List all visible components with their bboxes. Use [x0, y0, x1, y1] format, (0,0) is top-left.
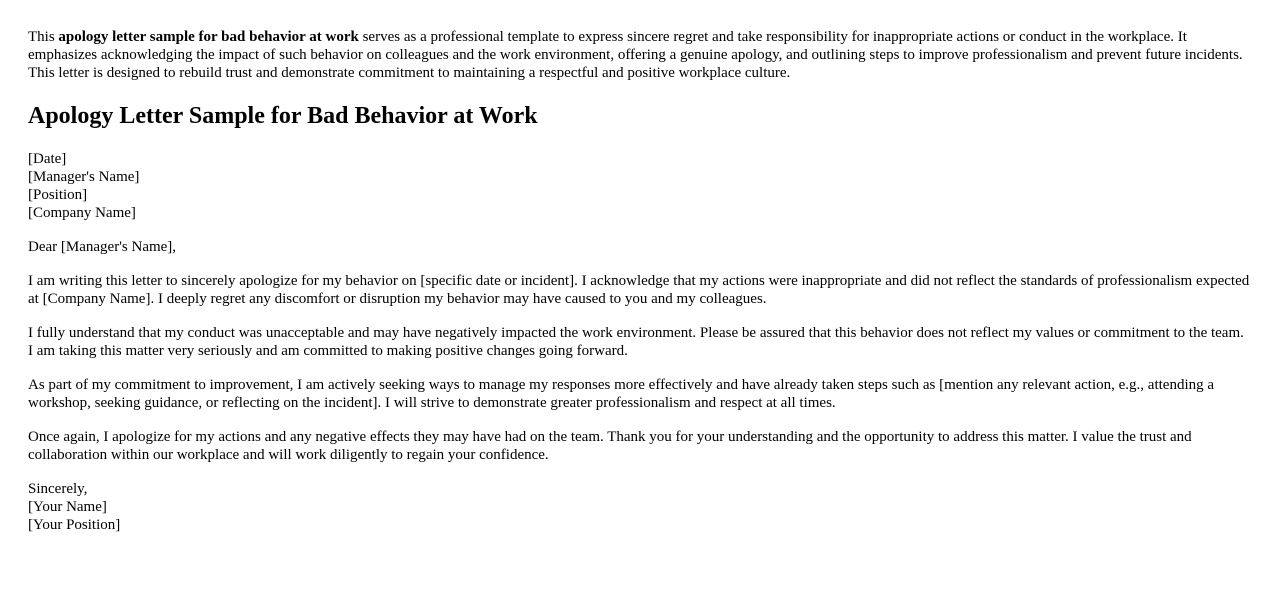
- closing-sign-off: Sincerely,: [28, 481, 88, 497]
- body-paragraph: I fully understand that my conduct was unacceptable and may have negatively impacted the work environment. Please be assured that this behavior does not reflect my values or commitment to the team. I am taking this matter very seriously and am committed to making positive changes going forward.: [28, 325, 1244, 359]
- body-paragraph: As part of my commitment to improvement, I am actively seeking ways to manage my responses more effectively and have already taken steps such as [mention any relevant action, e.g., attending a workshop, seeking guidance, or reflecting on the incident]. I will strive to demonstrate greater professionalism and respect at all times.: [28, 377, 1215, 411]
- header-position: [Position]: [28, 187, 88, 203]
- closing-block: [28, 480, 1250, 534]
- header-company-name: [Company Name]: [28, 205, 136, 221]
- intro-prefix: This: [28, 29, 59, 45]
- salutation: Dear [Manager's Name],: [28, 239, 177, 255]
- closing-your-name: [Your Name]: [28, 499, 107, 515]
- intro-paragraph: [28, 28, 1250, 82]
- document-page: [28, 28, 1250, 550]
- header-date: [Date]: [28, 151, 67, 167]
- body-paragraph: Once again, I apologize for my actions and any negative effects they may have had on the team. Thank you for your understanding and the opportunity to address this matter. I value the trust and collaboration within our workplace and will work diligently to regain your confidence.: [28, 429, 1192, 463]
- body-paragraph: I am writing this letter to sincerely apologize for my behavior on [specific date or incident]. I acknowledge that my actions were inappropriate and did not reflect the standards of professionalism expected at [Company Name]. I deeply regret any discomfort or disruption my behavior may have caused to you and my colleagues.: [28, 273, 1250, 307]
- page-title: Apology Letter Sample for Bad Behavior at Work: [28, 103, 538, 129]
- intro-suffix: serves as a professional template to express sincere regret and take responsibility for inappropriate actions or conduct in the workplace. It emphasizes acknowledging the impact of such behavior on colleagues and the work environment, offering a genuine apology, and outlining steps to improve professionalism and prevent future incidents. This letter is designed to rebuild trust and demonstrate commitment to maintaining a respectful and positive workplace culture.: [28, 29, 1243, 81]
- letter-header-block: [28, 150, 1250, 222]
- closing-your-position: [Your Position]: [28, 517, 121, 533]
- intro-bold-phrase: apology letter sample for bad behavior at work: [58, 29, 359, 45]
- header-manager-name: [Manager's Name]: [28, 169, 140, 185]
